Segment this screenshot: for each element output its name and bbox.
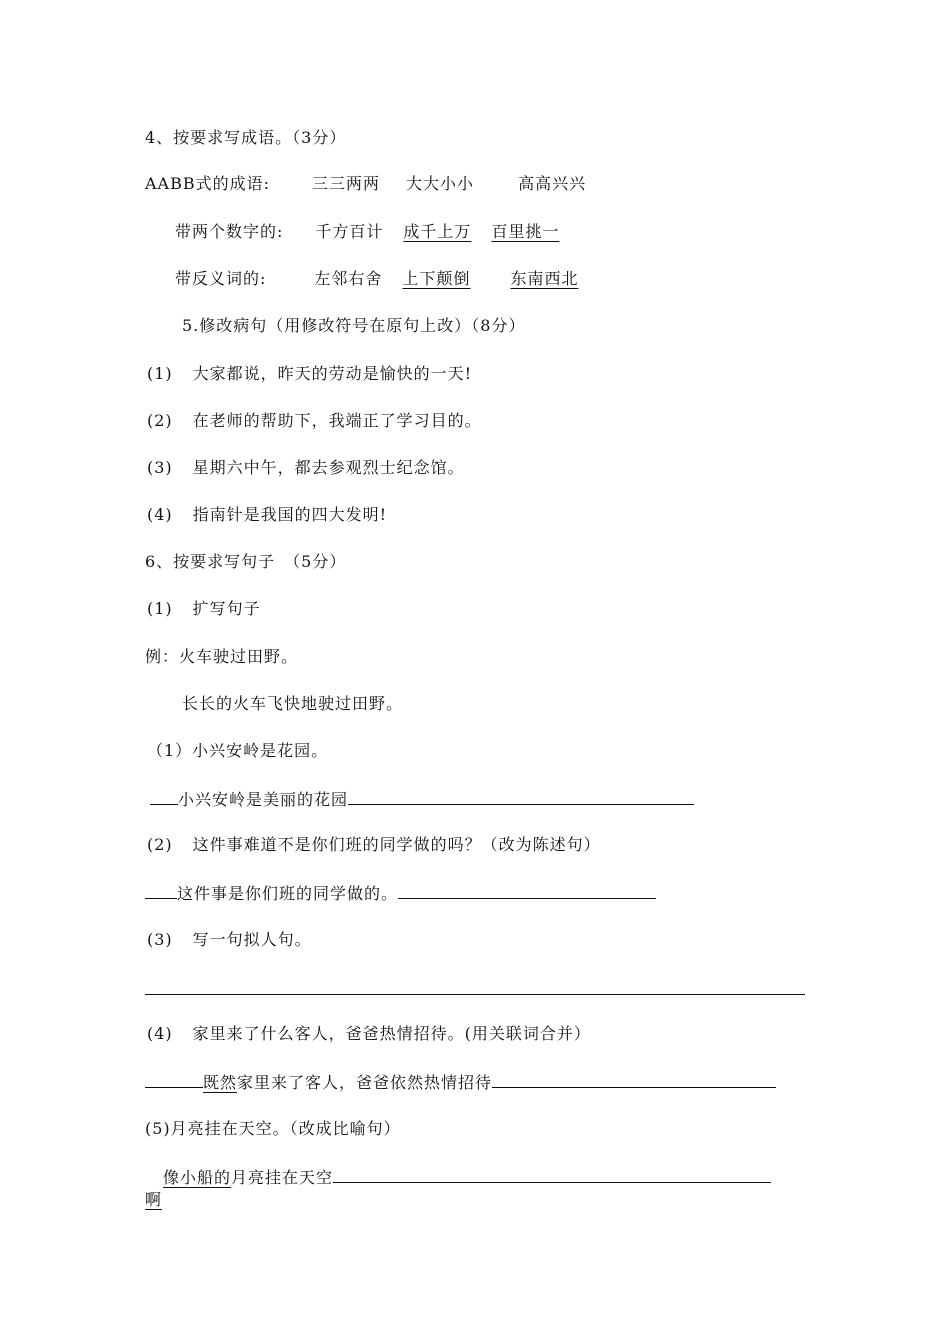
q6-e1-blank-lead bbox=[150, 787, 178, 805]
q6-e1-prompt: （1）小兴安岭是花园。 bbox=[147, 741, 329, 760]
q6-e2-text: 这件事难道不是你们班的同学做的吗？（改为陈述句） bbox=[192, 835, 601, 854]
q6-e4-answer: 家里来了客人，爸爸依然热情招待 bbox=[237, 1073, 493, 1092]
q6-example-answer: 长长的火车飞快地驶过田野。 bbox=[182, 694, 404, 713]
q4-row-aabb-c: 高高兴兴 bbox=[518, 174, 587, 193]
q5-item-2-text: 在老师的帮助下，我端正了学习目的。 bbox=[192, 411, 482, 430]
q6-e5-simile: 像小船的 bbox=[163, 1168, 232, 1187]
q4-row-numbers bbox=[175, 221, 559, 243]
q6-sub-expand-text: 扩写句子 bbox=[192, 599, 261, 618]
q6-example-label: 例：火车驶过田野。 bbox=[145, 647, 299, 666]
q4-row-antonyms-label: 带反义词的: bbox=[175, 269, 267, 288]
q6-sub-expand bbox=[147, 598, 261, 620]
q6-e1-answer-line[interactable] bbox=[150, 787, 694, 811]
q5-item-4 bbox=[147, 504, 387, 526]
q5-item-1-text: 大家都说，昨天的劳动是愉快的一天! bbox=[192, 364, 473, 383]
q6-e4-blank-lead bbox=[145, 1070, 203, 1088]
q4-row-aabb bbox=[145, 173, 586, 195]
q6-e2-blank-lead bbox=[145, 881, 177, 899]
q6-e4 bbox=[147, 1023, 591, 1045]
q6-e4-text: 家里来了什么客人，爸爸热情招待。(用关联词合并） bbox=[192, 1024, 591, 1043]
q4-row-aabb-a: 三三两两 bbox=[312, 174, 381, 193]
q6-e5-answer-line[interactable] bbox=[145, 1165, 771, 1189]
q4-title: 4、按要求写成语。（3分） bbox=[145, 128, 347, 147]
q6-e2 bbox=[147, 834, 601, 856]
q5-title: 5.修改病句（用修改符号在原句上改）（8分） bbox=[182, 316, 526, 335]
q6-title: 6、按要求写句子 （5分） bbox=[145, 552, 347, 571]
q4-row-aabb-b: 大大小小 bbox=[406, 174, 475, 193]
q6-e5-tail: 啊 bbox=[145, 1190, 163, 1209]
q6-e2-blank-tail bbox=[398, 881, 656, 899]
q6-e3-answer-rule[interactable] bbox=[145, 994, 805, 995]
q4-row-numbers-answer[interactable]: 成千上万 百里挑一 bbox=[403, 222, 560, 241]
q4-row-antonyms bbox=[175, 268, 578, 290]
q5-item-4-text: 指南针是我国的四大发明! bbox=[192, 505, 388, 524]
q6-e2-answer: 这件事是你们班的同学做的。 bbox=[177, 884, 399, 903]
q6-e5-blank-tail bbox=[333, 1165, 771, 1183]
q6-e4-answer-line[interactable] bbox=[145, 1070, 776, 1094]
q6-e3-text: 写一句拟人句。 bbox=[192, 930, 312, 949]
q6-e5-answer: 月亮挂在天空 bbox=[231, 1168, 334, 1187]
q6-e5-prompt: (5)月亮挂在天空。（改成比喻句） bbox=[145, 1119, 401, 1138]
q5-item-3 bbox=[147, 457, 465, 479]
q4-row-numbers-label: 带两个数字的: bbox=[175, 222, 284, 241]
q6-e2-num: (2) bbox=[147, 835, 173, 854]
q6-e3 bbox=[147, 929, 312, 951]
q6-e1-blank-tail bbox=[348, 787, 694, 805]
q6-e1-answer: 小兴安岭是美丽的花园 bbox=[178, 790, 349, 809]
q4-row-aabb-label: AABB式的成语: bbox=[145, 174, 271, 193]
q5-item-3-num: (3) bbox=[147, 458, 173, 477]
q6-sub-expand-num: (1) bbox=[147, 599, 173, 618]
q4-row-antonyms-a: 左邻右舍 bbox=[314, 269, 383, 288]
q6-e3-num: (3) bbox=[147, 930, 173, 949]
q6-e4-num: (4) bbox=[147, 1024, 173, 1043]
q5-item-1-num: (1) bbox=[147, 364, 173, 383]
q4-row-antonyms-answer[interactable]: 上下颠倒 东南西北 bbox=[402, 269, 579, 288]
q5-item-1 bbox=[147, 363, 472, 385]
q5-item-2 bbox=[147, 410, 482, 432]
q5-item-4-num: (4) bbox=[147, 505, 173, 524]
q6-e4-connective: 既然 bbox=[203, 1073, 238, 1092]
q6-e2-answer-line[interactable] bbox=[145, 881, 656, 905]
q4-row-numbers-a: 千方百计 bbox=[315, 222, 384, 241]
q5-item-3-text: 星期六中午，都去参观烈士纪念馆。 bbox=[192, 458, 465, 477]
q6-e4-blank-tail bbox=[492, 1070, 776, 1088]
q5-item-2-num: (2) bbox=[147, 411, 173, 430]
